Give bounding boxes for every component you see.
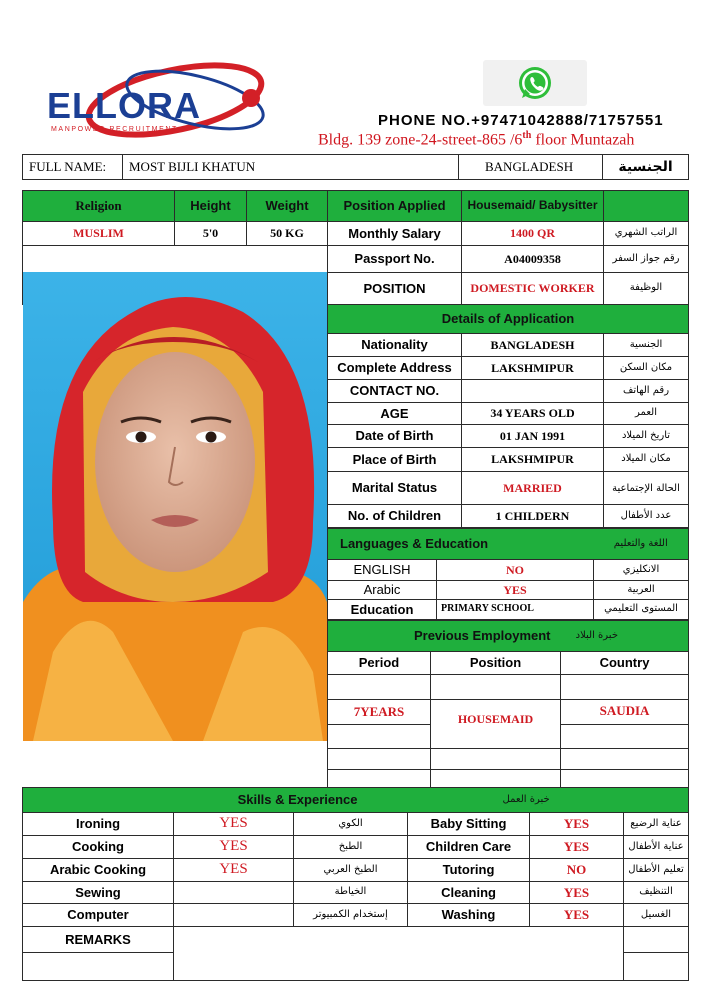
photo-top-blank <box>23 246 328 273</box>
religion-header: Religion <box>23 191 175 222</box>
skill-cleaning-label: Cleaning <box>408 882 530 904</box>
address-arabic: مكان السكن <box>604 357 689 380</box>
company-address: Bldg. 139 zone-24-street-865 /6th floor Muntazah <box>318 130 635 149</box>
languages-title-arabic: اللغة والتعليم <box>594 529 689 560</box>
skill-cleaning-value: YES <box>530 882 624 904</box>
country-value: SAUDIA <box>561 700 689 725</box>
children-label: No. of Children <box>328 505 462 528</box>
education-value: PRIMARY SCHOOL <box>437 600 594 620</box>
contact-value <box>462 380 604 403</box>
skill-tutoring-label: Tutoring <box>408 859 530 882</box>
pob-label: Place of Birth <box>328 448 462 472</box>
prev-blank-4b <box>431 749 561 770</box>
religion-value: MUSLIM <box>23 222 175 246</box>
english-value: NO <box>437 560 594 581</box>
skill-ironing-arabic: الكوي <box>294 813 408 836</box>
skill-washing-value: YES <box>530 904 624 927</box>
nationality-detail-value: BANGLADESH <box>462 334 604 357</box>
previous-employment-title-arabic: خبرة البلاد <box>561 621 689 652</box>
skill-cooking-value: YES <box>174 836 294 859</box>
address-value: LAKSHMIPUR <box>462 357 604 380</box>
arabic-arabic: العربية <box>594 581 689 600</box>
age-value: 34 YEARS OLD <box>462 403 604 425</box>
languages-title: Languages & Education <box>328 529 594 560</box>
nationality-detail-arabic: الجنسية <box>604 334 689 357</box>
previous-employment-title: Previous Employment <box>328 621 561 652</box>
skill-ironing-value: YES <box>174 813 294 836</box>
skill-babysitting-arabic: عناية الرضيع <box>624 813 689 836</box>
nationality-arabic: الجنسية <box>603 155 689 180</box>
position-header: Position <box>431 652 561 675</box>
remarks-blank-a <box>624 927 689 953</box>
skill-washing-label: Washing <box>408 904 530 927</box>
full-name-label: FULL NAME: <box>23 155 123 180</box>
age-arabic: العمر <box>604 403 689 425</box>
skill-tutoring-value: NO <box>530 859 624 882</box>
candidate-photo <box>23 272 327 741</box>
passport-label: Passport No. <box>328 246 462 273</box>
marital-arabic: الحالة الإجتماعية <box>604 472 689 505</box>
prev-position-value: HOUSEMAID <box>431 700 561 749</box>
position-value: DOMESTIC WORKER <box>462 273 604 305</box>
phone-number: PHONE NO.+97471042888/71757551 <box>378 112 664 129</box>
logo-text: ELLORA <box>47 85 201 126</box>
previous-employment-table <box>327 620 689 788</box>
whatsapp-icon <box>483 60 587 106</box>
nationality-value: BANGLADESH <box>459 155 603 180</box>
prev-blank-5c <box>561 770 689 788</box>
position-applied-header: Position Applied <box>328 191 462 222</box>
skill-arabiccooking-label: Arabic Cooking <box>23 859 174 882</box>
skill-cooking-arabic: الطبخ <box>294 836 408 859</box>
skill-washing-arabic: الغسيل <box>624 904 689 927</box>
remarks-value <box>174 927 624 981</box>
prev-blank-3c <box>561 725 689 749</box>
skill-arabiccooking-value: YES <box>174 859 294 882</box>
logo-tagline: MANPOWER RECRUITMENT <box>51 126 178 133</box>
prev-blank-1c <box>561 675 689 700</box>
marital-value: MARRIED <box>462 472 604 505</box>
skill-tutoring-arabic: تعليم الأطفال <box>624 859 689 882</box>
education-arabic: المستوى التعليمي <box>594 600 689 620</box>
arabic-label: Arabic <box>328 581 437 600</box>
passport-value: A04009358 <box>462 246 604 273</box>
monthly-salary-value: 1400 QR <box>462 222 604 246</box>
prev-blank-5b <box>431 770 561 788</box>
position-applied-value: Housemaid/ Babysitter <box>462 191 604 222</box>
skill-cooking-label: Cooking <box>23 836 174 859</box>
children-value: 1 CHILDERN <box>462 505 604 528</box>
skills-table <box>22 787 689 981</box>
remarks-label: REMARKS <box>23 927 174 953</box>
dob-label: Date of Birth <box>328 425 462 448</box>
remarks-blank-b <box>23 953 174 981</box>
skill-computer-label: Computer <box>23 904 174 927</box>
skill-childrencare-value: YES <box>530 836 624 859</box>
skill-childrencare-label: Children Care <box>408 836 530 859</box>
pob-arabic: مكان الميلاد <box>604 448 689 472</box>
skill-computer-value <box>174 904 294 927</box>
prev-blank-3a <box>328 725 431 749</box>
header-blank <box>604 191 689 222</box>
prev-blank-5a <box>328 770 431 788</box>
skill-computer-arabic: إستخدام الكمبيوتر <box>294 904 408 927</box>
skills-title: Skills & Experience <box>23 788 408 813</box>
period-header: Period <box>328 652 431 675</box>
dob-arabic: تاريخ الميلاد <box>604 425 689 448</box>
contact-label: CONTACT NO. <box>328 380 462 403</box>
arabic-value: YES <box>437 581 594 600</box>
company-logo <box>45 58 270 148</box>
prev-blank-1b <box>431 675 561 700</box>
prev-blank-4c <box>561 749 689 770</box>
weight-value: 50 KG <box>247 222 328 246</box>
position-label: POSITION <box>328 273 462 305</box>
prev-blank-4a <box>328 749 431 770</box>
age-label: AGE <box>328 403 462 425</box>
children-arabic: عدد الأطفال <box>604 505 689 528</box>
pob-value: LAKSHMIPUR <box>462 448 604 472</box>
passport-arabic: رقم جواز السفر <box>604 246 689 273</box>
full-name-value: MOST BIJLI KHATUN <box>123 155 459 180</box>
contact-arabic: رقم الهاتف <box>604 380 689 403</box>
details-title: Details of Application <box>328 305 689 334</box>
country-header: Country <box>561 652 689 675</box>
languages-table <box>327 528 689 620</box>
address-label: Complete Address <box>328 357 462 380</box>
height-value: 5'0 <box>175 222 247 246</box>
nationality-label: Nationality <box>328 334 462 357</box>
full-name-row <box>22 154 689 180</box>
english-label: ENGLISH <box>328 560 437 581</box>
details-table <box>327 304 689 528</box>
remarks-blank-c <box>624 953 689 981</box>
period-value: 7YEARS <box>328 700 431 725</box>
position-arabic: الوظيفة <box>604 273 689 305</box>
dob-value: 01 JAN 1991 <box>462 425 604 448</box>
skill-sewing-value <box>174 882 294 904</box>
monthly-salary-label: Monthly Salary <box>328 222 462 246</box>
prev-blank-1a <box>328 675 431 700</box>
skill-sewing-label: Sewing <box>23 882 174 904</box>
skill-arabiccooking-arabic: الطبخ العربي <box>294 859 408 882</box>
marital-label: Marital Status <box>328 472 462 505</box>
skills-title-arabic: خبرة العمل <box>408 788 689 813</box>
monthly-salary-arabic: الراتب الشهري <box>604 222 689 246</box>
skill-ironing-label: Ironing <box>23 813 174 836</box>
skill-childrencare-arabic: عناية الأطفال <box>624 836 689 859</box>
english-arabic: الانكليزي <box>594 560 689 581</box>
weight-header: Weight <box>247 191 328 222</box>
height-header: Height <box>175 191 247 222</box>
skill-babysitting-value: YES <box>530 813 624 836</box>
skill-babysitting-label: Baby Sitting <box>408 813 530 836</box>
skill-sewing-arabic: الخياطة <box>294 882 408 904</box>
education-label: Education <box>328 600 437 620</box>
skill-cleaning-arabic: التنظيف <box>624 882 689 904</box>
